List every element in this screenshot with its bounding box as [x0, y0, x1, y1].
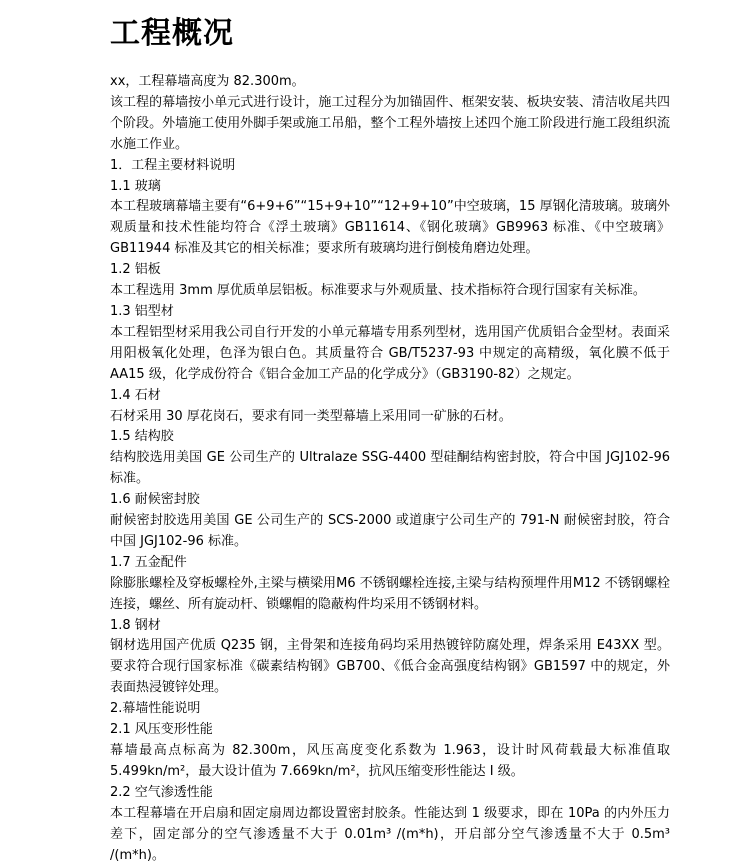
- section-heading: 1.8 钢材: [110, 617, 161, 633]
- body-paragraph: 幕墙最高点标高为 82.300m，风压高度变化系数为 1.963，设计时风荷载最大标准值取 5.499kn/m²，最大设计值为 7.669kn/m²，抗风压缩变形性能达 I 级。: [110, 743, 670, 779]
- body-paragraph: xx，工程幕墙高度为 82.300m。: [110, 74, 305, 89]
- section-heading: 2.幕墙性能说明: [110, 701, 201, 717]
- body-paragraph: 耐候密封胶选用美国 GE 公司生产的 SCS-2000 或道康宁公司生产的 791-N 耐候密封胶，符合中国 JGJ102-96 标准。: [110, 513, 670, 549]
- page-title: 工程概况: [110, 16, 234, 51]
- body-paragraph: 该工程的幕墙按小单元式进行设计，施工过程分为加锚固件、框架安装、板块安装、清洁收尾共四个阶段。外墙施工使用外脚手架或施工吊船，整个工程外墙按上述四个施工阶段进行施工段组织流水施工作业。: [110, 94, 670, 152]
- section-heading: 1.2 铝板: [110, 262, 161, 278]
- body-paragraph: 钢材选用国产优质 Q235 钢，主骨架和连接角码均采用热镀锌防腐处理，焊条采用 E43XX 型。要求符合现行国家标准《碳素结构钢》GB700、《低合金高强度结构钢》GB1597 中的规定，外表面热浸镀锌处理。: [110, 638, 670, 696]
- body-paragraph: 石材采用 30 厚花岗石，要求有同一类型幕墙上采用同一矿脉的石材。: [110, 408, 512, 424]
- body-paragraph: 除膨胀螺栓及穿板螺栓外,主梁与横梁用M6 不锈钢螺栓连接,主梁与结构预埋件用M12 不锈钢螺栓连接，螺丝、所有旋动杆、锁螺帽的隐蔽构件均采用不锈钢材料。: [110, 575, 670, 612]
- body-paragraph: 结构胶选用美国 GE 公司生产的 Ultralaze SSG-4400 型硅酮结构密封胶，符合中国 JGJ102-96 标准。: [110, 450, 670, 487]
- section-heading: 1.7 五金配件: [110, 554, 187, 570]
- document-body: [110, 72, 670, 866]
- section-heading: 1.3 铝型材: [110, 303, 174, 319]
- section-heading: 1.4 石材: [110, 387, 161, 403]
- body-paragraph: 本工程幕墙在开启扇和固定扇周边都设置密封胶条。性能达到 1 级要求，即在 10Pa 的内外压力差下，固定部分的空气渗透量不大于 0.01m³ /(m*h)，开启部分空气渗透量不大于 0.5m³ /(m*h)。: [110, 805, 670, 863]
- section-heading: 1.5 结构胶: [110, 429, 174, 445]
- section-heading: 1.1 玻璃: [110, 178, 161, 194]
- section-heading: 2.1 风压变形性能: [110, 722, 213, 738]
- body-paragraph: 本工程玻璃幕墙主要有“6+9+6”“15+9+10”“12+9+10”中空玻璃，15 厚钢化清玻璃。玻璃外观质量和技术性能均符合《浮土玻璃》GB11614、《钢化玻璃》GB9963 标准、《中空玻璃》GB11944 标准及其它的相关标准；要求所有玻璃均进行倒棱角磨边处理。: [110, 199, 670, 257]
- section-heading: 1.6 耐候密封胶: [110, 492, 200, 508]
- body-paragraph: 本工程铝型材采用我公司自行开发的小单元幕墙专用系列型材，选用国产优质铝合金型材。表面采用阳极氧化处理，色泽为银白色。其质量符合 GB/T5237-93 中规定的高精级，氧化膜不低于 AA15 级，化学成份符合《铝合金加工产品的化学成分》（GB3190-82）之规定。: [110, 324, 670, 382]
- section-heading: 2.2 空气渗透性能: [110, 784, 213, 800]
- section-heading: 1．工程主要材料说明: [110, 157, 236, 173]
- body-paragraph: 本工程选用 3mm 厚优质单层铝板。标准要求与外观质量、技术指标符合现行国家有关标准。: [110, 283, 646, 299]
